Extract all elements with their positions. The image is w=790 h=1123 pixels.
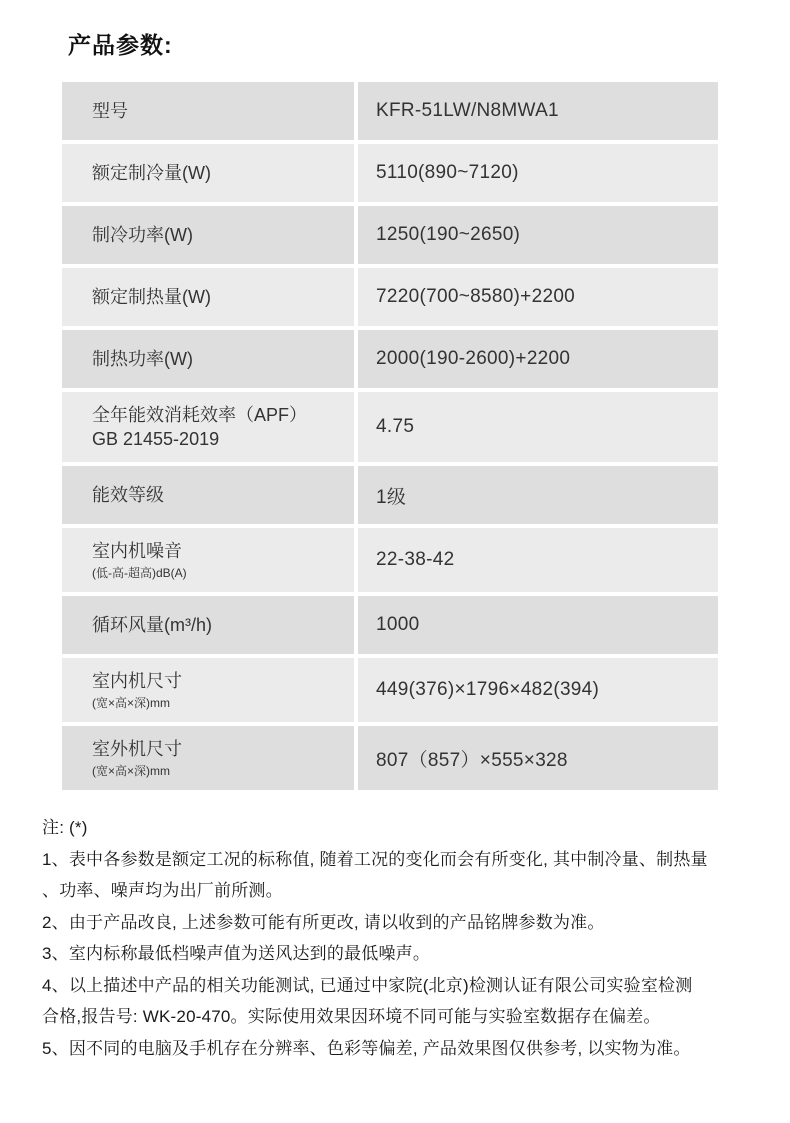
row-label xyxy=(62,658,354,722)
row-label-text: 额定制热量(W) xyxy=(92,286,211,307)
note-line: 、功率、噪声均为出厂前所测。 xyxy=(42,881,283,900)
row-value xyxy=(358,268,718,326)
row-label xyxy=(62,392,354,462)
table-row xyxy=(62,268,718,326)
row-value xyxy=(358,330,718,388)
table-row xyxy=(62,144,718,202)
row-value xyxy=(358,726,718,790)
row-value xyxy=(358,82,718,140)
row-value xyxy=(358,596,718,654)
table-row xyxy=(62,392,718,462)
table-row xyxy=(62,658,718,722)
row-value-text: KFR-51LW/N8MWA1 xyxy=(376,100,559,121)
page-title: 产品参数: xyxy=(68,32,173,58)
row-label xyxy=(62,206,354,264)
row-label-sublabel: (低-高-超高)dB(A) xyxy=(92,566,187,581)
note-line: 1、表中各参数是额定工况的标称值, 随着工况的变化而会有所变化, 其中制冷量、制热量 xyxy=(42,849,708,869)
row-value-text: 4.75 xyxy=(376,416,415,437)
spec-table xyxy=(62,82,718,794)
row-value xyxy=(358,658,718,722)
row-value xyxy=(358,206,718,264)
row-value-text: 807（857）×555×328 xyxy=(376,749,568,771)
row-label xyxy=(62,466,354,524)
row-label-text: 室内机噪音 xyxy=(92,541,182,562)
row-value xyxy=(358,528,718,592)
row-value-text: 7220(700~8580)+2200 xyxy=(376,286,576,307)
note-line: 5、因不同的电脑及手机存在分辨率、色彩等偏差, 产品效果图仅供参考, 以实物为准。 xyxy=(42,1038,691,1058)
row-value xyxy=(358,392,718,462)
row-label-text: 能效等级 xyxy=(92,484,164,505)
note-line: 合格,报告号: WK-20-470。实际使用效果因环境不同可能与实验室数据存在偏差。 xyxy=(42,1007,661,1026)
row-label-text: 全年能效消耗效率（APF） xyxy=(92,404,308,425)
table-row xyxy=(62,206,718,264)
row-label xyxy=(62,82,354,140)
note-line: 注: (*) xyxy=(42,818,88,837)
table-row xyxy=(62,330,718,388)
row-value-text: 1级 xyxy=(376,486,407,508)
table-row xyxy=(62,726,718,790)
table-row xyxy=(62,82,718,140)
note-line: 2、由于产品改良, 上述参数可能有所更改, 请以收到的产品铭牌参数为准。 xyxy=(42,912,605,932)
row-label-sublabel: (宽×高×深)mm xyxy=(92,696,171,711)
row-label xyxy=(62,726,354,790)
row-label-line2: GB 21455-2019 xyxy=(92,429,220,449)
row-value xyxy=(358,144,718,202)
row-label xyxy=(62,268,354,326)
row-label-text: 室外机尺寸 xyxy=(92,739,182,760)
row-value-text: 1250(190~2650) xyxy=(376,224,521,245)
row-label-sublabel: (宽×高×深)mm xyxy=(92,764,171,779)
note-line: 4、以上描述中产品的相关功能测试, 已通过中家院(北京)检测认证有限公司实验室检测 xyxy=(42,975,693,995)
row-label-text: 制热功率(W) xyxy=(92,348,193,369)
table-row xyxy=(62,596,718,654)
row-value xyxy=(358,466,718,524)
table-row xyxy=(62,528,718,592)
note-line: 3、室内标称最低档噪声值为送风达到的最低噪声。 xyxy=(42,944,431,963)
row-label-text: 室内机尺寸 xyxy=(92,671,182,692)
row-label-text: 额定制冷量(W) xyxy=(92,162,211,183)
notes xyxy=(42,812,782,1064)
row-value-text: 22-38-42 xyxy=(376,549,455,570)
row-value-text: 5110(890~7120) xyxy=(376,162,519,183)
row-label-text: 型号 xyxy=(92,100,128,121)
row-label-text: 循环风量(m³/h) xyxy=(92,614,212,635)
row-label-text: 制冷功率(W) xyxy=(92,224,193,245)
row-value-text: 1000 xyxy=(376,614,420,635)
row-label xyxy=(62,528,354,592)
row-label xyxy=(62,330,354,388)
table-row xyxy=(62,466,718,524)
row-value-text: 449(376)×1796×482(394) xyxy=(376,679,600,700)
row-value-text: 2000(190-2600)+2200 xyxy=(376,348,571,369)
row-label xyxy=(62,596,354,654)
row-label xyxy=(62,144,354,202)
